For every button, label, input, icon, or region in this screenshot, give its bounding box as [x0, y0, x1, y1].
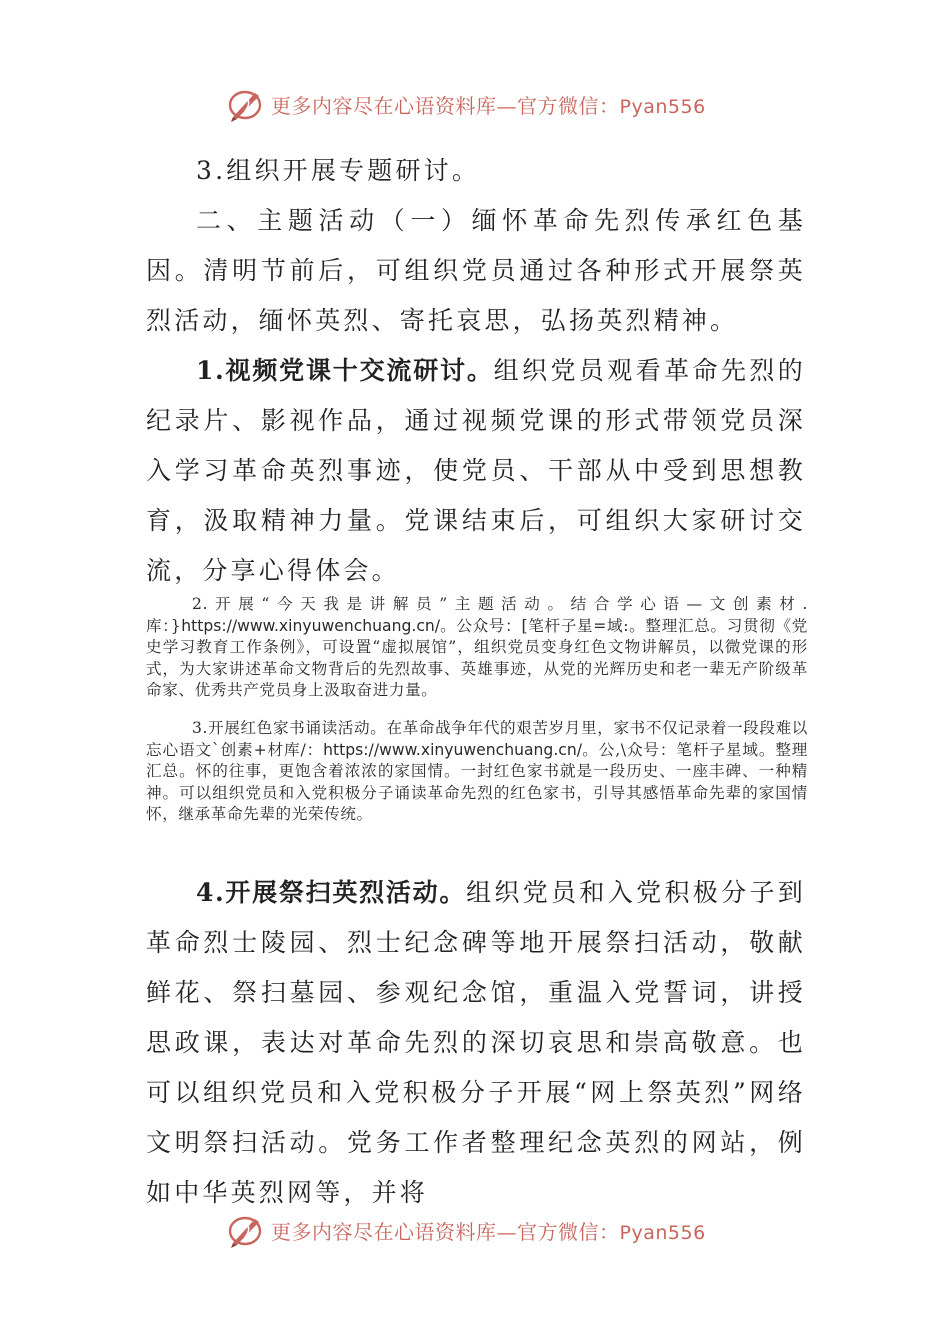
banner-text — [271, 1216, 706, 1245]
item-1-paragraph — [146, 346, 806, 596]
banner-wechat-label: 官方微信： — [517, 93, 620, 118]
item-3-url: https://www.xinyuwenchuang.cn/ — [323, 740, 582, 759]
item-3-text-b: 。公,\众号：笔杆子星域。整理汇总。怀的往事，更饱含着浓浓的家国情。一封红色家书就是一段历史、一座丰碑、一种精神。可以组织党员和入党积极分子诵读革命先烈的红色家书，引导其感悟革命先辈的家国情怀，继承革命先辈的光荣传统。 — [146, 740, 808, 824]
banner-wechat-id: Pyan556 — [619, 95, 706, 118]
banner-dash: — — [496, 1219, 517, 1244]
item-1-body: 组织党员观看革命先烈的纪录片、影视作品，通过视频党课的形式带领党员深入学习革命英烈事迹，使党员、干部从中受到思想教育，汲取精神力量。党课结束后，可组织大家研讨交流，分享心得体会。 — [146, 356, 806, 585]
banner-library-text: 更多内容尽在心语资料库 — [271, 1219, 497, 1244]
pen-circle-logo-icon — [225, 1210, 265, 1250]
item-3-text-a: 3.开展红色家书诵读活动。在革命战争年代的艰苦岁月里，家书不仅记录着一段段难以忘心语文`创素+材库/： — [146, 719, 808, 759]
section-2-paragraph: 二、主题活动（一）缅怀革命先烈传承红色基因。清明节前后，可组织党员通过各种形式开展祭英烈活动，缅怀英烈、寄托哀思，弘扬英烈精神。 — [146, 206, 806, 335]
item-3-paragraph — [146, 718, 808, 826]
banner-text — [271, 90, 706, 119]
item-4-body: 组织党员和入党积极分子到革命烈士陵园、烈士纪念碑等地开展祭扫活动，敬献鲜花、祭扫墓园、参观纪念馆，重温入党誓词，讲授思政课，表达对革命先烈的深切哀思和崇高敬意。也可以组织党员和入党积极分子开展“网上祭英烈”网络文明祭扫活动。党务工作者整理纪念英烈的网站，例如中华英烈网等，并将 — [146, 878, 806, 1207]
item-2-url: https://www.xinyuwenchuang.cn/ — [181, 616, 441, 635]
banner-library-text: 更多内容尽在心语资料库 — [271, 93, 497, 118]
banner-wechat-label: 官方微信： — [517, 1219, 620, 1244]
item-2-paragraph — [146, 594, 808, 702]
item-4-paragraph — [146, 868, 806, 1218]
banner-wechat-id: Pyan556 — [619, 1221, 706, 1244]
pen-circle-logo-icon — [225, 84, 265, 124]
footer-banner — [225, 1208, 745, 1252]
header-banner — [225, 82, 745, 126]
item-1-title: 1.视频党课十交流研讨。 — [196, 356, 494, 385]
item-2-text-b: 。公众号：[笔杆子星=域:。整理汇总。习贯彻《党史学习教育工作条例》，可设置“虚拟展馆”，组织党员变身红色文物讲解员，以微党课的形式，为大家讲述革命文物背后的先烈故事、英雄事迹，从党的光辉历史和老一辈无产阶级革命家、优秀共产党员身上汲取奋进力量。 — [146, 616, 808, 700]
item-4-title: 4.开展祭扫英烈活动。 — [196, 878, 467, 907]
banner-dash: — — [496, 93, 517, 118]
heading-3: 3.组织开展专题研讨。 — [196, 156, 481, 185]
item-2-text-a: 2.开展“今天我是讲解员”主题活动。结合学心语—文创素材.库：} — [146, 595, 808, 635]
